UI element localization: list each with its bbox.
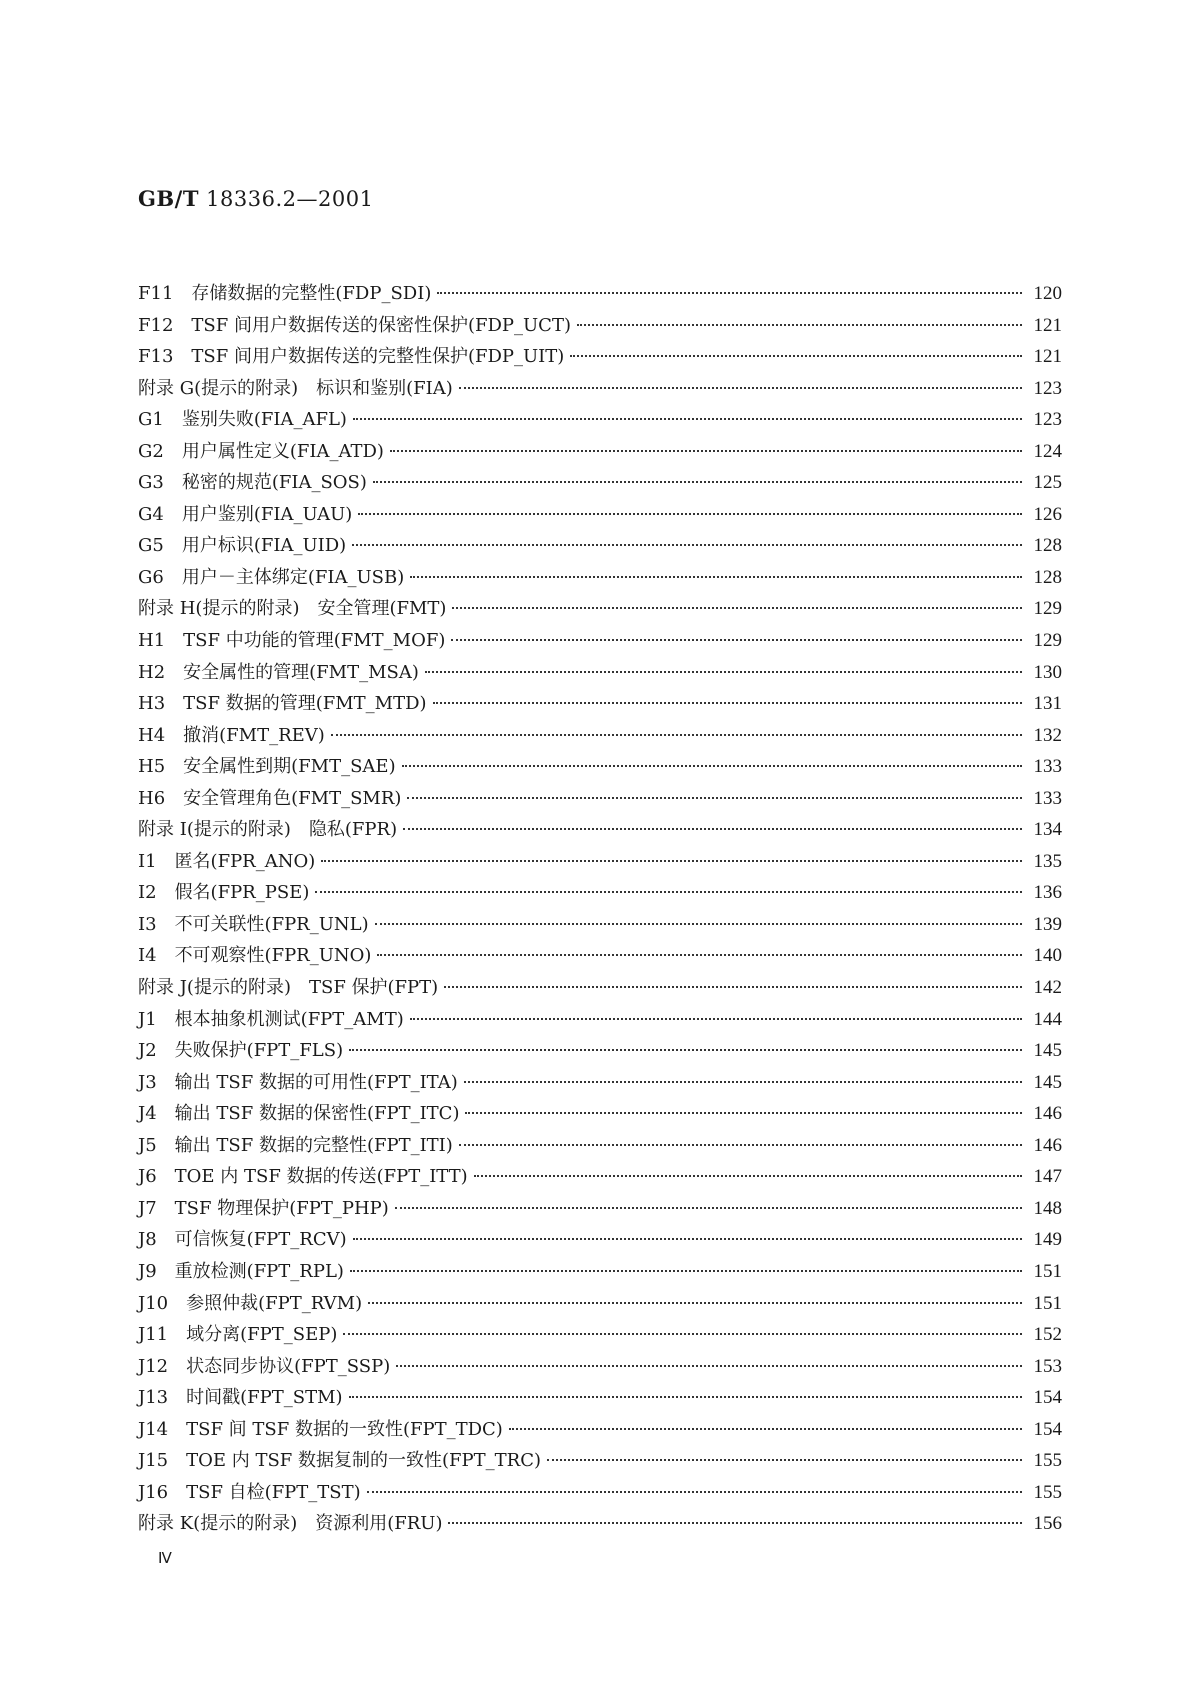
toc-entry-number: H1 bbox=[138, 630, 166, 652]
toc-entry-page: 131 bbox=[1033, 693, 1062, 715]
page-number-footer: Ⅳ bbox=[158, 1551, 172, 1567]
toc-entry[interactable] bbox=[138, 847, 1062, 879]
toc-entry-title: 不可关联性(FPR_UNL) bbox=[174, 913, 369, 935]
toc-entry-number: I2 bbox=[138, 882, 157, 904]
toc-entry-page: 133 bbox=[1033, 787, 1062, 809]
toc-entry[interactable] bbox=[138, 1257, 1062, 1289]
toc-entry-title: 输出 TSF 数据的完整性(FPT_ITI) bbox=[174, 1134, 453, 1156]
toc-dot-leader bbox=[465, 1112, 1022, 1114]
toc-dot-leader bbox=[425, 671, 1022, 673]
toc-entry-page: 123 bbox=[1033, 377, 1062, 399]
toc-dot-leader bbox=[353, 1238, 1022, 1240]
toc-dot-leader bbox=[448, 1522, 1022, 1524]
toc-dot-leader bbox=[509, 1428, 1022, 1430]
toc-entry-page: 128 bbox=[1033, 566, 1062, 588]
toc-entry-title: 输出 TSF 数据的保密性(FPT_ITC) bbox=[174, 1103, 460, 1125]
toc-dot-leader bbox=[407, 797, 1022, 799]
toc-dot-leader bbox=[358, 513, 1022, 515]
toc-entry-number: F13 bbox=[138, 346, 174, 368]
toc-entry-title: 存储数据的完整性(FDP_SDI) bbox=[191, 283, 432, 304]
toc-entry[interactable] bbox=[138, 815, 1062, 847]
toc-entry-title: 域分离(FPT_SEP) bbox=[186, 1324, 338, 1346]
toc-entry-page: 136 bbox=[1033, 882, 1062, 904]
toc-entry-title: 秘密的规范(FIA_SOS) bbox=[181, 472, 367, 494]
toc-entry-page: 151 bbox=[1033, 1292, 1062, 1314]
toc-entry-title: 鉴别失败(FIA_AFL) bbox=[181, 409, 347, 431]
toc-entry[interactable] bbox=[138, 689, 1062, 721]
toc-dot-leader bbox=[367, 1491, 1022, 1493]
toc-entry-number: F11 bbox=[138, 283, 174, 304]
toc-entry-number: G1 bbox=[138, 409, 164, 431]
toc-dot-leader bbox=[444, 986, 1022, 988]
toc-entry-page: 146 bbox=[1033, 1134, 1062, 1156]
toc-dot-leader bbox=[331, 734, 1022, 736]
toc-entry-number: 附录 G(提示的附录) bbox=[138, 377, 299, 399]
toc-entry-number: J4 bbox=[138, 1103, 157, 1125]
toc-entry[interactable] bbox=[138, 973, 1062, 1005]
toc-entry-number: H3 bbox=[138, 693, 166, 715]
toc-entry-title: 撤消(FMT_REV) bbox=[183, 724, 325, 746]
toc-entry-title: 假名(FPR_PSE) bbox=[174, 882, 310, 904]
toc-entry-number: J9 bbox=[138, 1260, 157, 1282]
toc-entry-page: 132 bbox=[1033, 724, 1062, 746]
toc-entry[interactable] bbox=[138, 437, 1062, 469]
toc-entry-page: 120 bbox=[1033, 283, 1062, 304]
toc-dot-leader bbox=[437, 292, 1022, 294]
toc-entry-number: H5 bbox=[138, 756, 166, 778]
toc-entry[interactable] bbox=[138, 1509, 1062, 1541]
toc-entry-number: J2 bbox=[138, 1040, 157, 1062]
toc-entry-number: H2 bbox=[138, 661, 166, 683]
toc-entry-number: I3 bbox=[138, 913, 157, 935]
toc-entry[interactable] bbox=[138, 658, 1062, 690]
toc-entry-title: 输出 TSF 数据的可用性(FPT_ITA) bbox=[174, 1071, 458, 1093]
toc-dot-leader bbox=[349, 1049, 1022, 1051]
toc-entry[interactable] bbox=[138, 1320, 1062, 1352]
toc-entry-page: 145 bbox=[1033, 1040, 1062, 1062]
toc-dot-leader bbox=[368, 1302, 1022, 1304]
toc-entry-page: 144 bbox=[1033, 1008, 1062, 1030]
document-header bbox=[138, 186, 373, 211]
toc-entry[interactable] bbox=[138, 374, 1062, 406]
toc-entry[interactable] bbox=[138, 721, 1062, 753]
toc-entry-number: J7 bbox=[138, 1197, 157, 1219]
toc-dot-leader bbox=[459, 387, 1022, 389]
toc-dot-leader bbox=[375, 923, 1022, 925]
toc-entry-number: G6 bbox=[138, 566, 164, 588]
toc-entry-page: 149 bbox=[1033, 1229, 1062, 1251]
toc-dot-leader bbox=[474, 1175, 1022, 1177]
toc-entry-title: 根本抽象机测试(FPT_AMT) bbox=[174, 1008, 404, 1030]
toc-entry-page: 134 bbox=[1033, 819, 1062, 841]
toc-entry-number: H6 bbox=[138, 787, 166, 809]
toc-entry-page: 135 bbox=[1033, 850, 1062, 872]
toc-entry[interactable] bbox=[138, 311, 1062, 343]
toc-entry-number: J1 bbox=[138, 1008, 157, 1030]
toc-dot-leader bbox=[373, 481, 1022, 483]
toc-dot-leader bbox=[577, 324, 1022, 326]
toc-dot-leader bbox=[452, 607, 1022, 609]
toc-entry-number: 附录 J(提示的附录) bbox=[138, 977, 291, 999]
toc-entry-title: 用户属性定义(FIA_ATD) bbox=[181, 440, 384, 462]
toc-entry-title: TSF 自检(FPT_TST) bbox=[186, 1481, 361, 1503]
toc-entry-page: 148 bbox=[1033, 1197, 1062, 1219]
toc-dot-leader bbox=[315, 891, 1022, 893]
toc-entry-page: 133 bbox=[1033, 756, 1062, 778]
toc-entry-number: F12 bbox=[138, 314, 174, 336]
toc-dot-leader bbox=[403, 828, 1022, 830]
toc-entry-page: 147 bbox=[1033, 1166, 1062, 1188]
toc-entry-title: 安全管理(FMT) bbox=[317, 598, 447, 620]
toc-entry-number: J11 bbox=[138, 1324, 169, 1346]
toc-entry[interactable] bbox=[138, 1005, 1062, 1037]
toc-entry-page: 126 bbox=[1033, 503, 1062, 525]
toc-entry-title: 参照仲裁(FPT_RVM) bbox=[186, 1292, 363, 1314]
toc-entry-page: 154 bbox=[1033, 1418, 1062, 1440]
toc-entry[interactable] bbox=[138, 563, 1062, 595]
toc-entry-page: 152 bbox=[1033, 1324, 1062, 1346]
toc-entry-number: G3 bbox=[138, 472, 164, 494]
toc-entry-title: 用户标识(FIA_UID) bbox=[181, 535, 347, 557]
toc-entry-title: 用户－主体绑定(FIA_USB) bbox=[181, 566, 405, 588]
toc-entry-page: 121 bbox=[1033, 346, 1062, 368]
toc-entry-page: 129 bbox=[1033, 630, 1062, 652]
toc-entry-number: J6 bbox=[138, 1166, 157, 1188]
toc-dot-leader bbox=[459, 1144, 1022, 1146]
toc-entry[interactable] bbox=[138, 1478, 1062, 1510]
toc-entry-number: G4 bbox=[138, 503, 164, 525]
toc-entry-title: TSF 间用户数据传送的完整性保护(FDP_UIT) bbox=[191, 346, 565, 368]
toc-entry[interactable] bbox=[138, 1352, 1062, 1384]
toc-dot-leader bbox=[377, 954, 1022, 956]
toc-entry-page: 156 bbox=[1033, 1513, 1062, 1535]
table-of-contents bbox=[138, 279, 1062, 1541]
toc-entry[interactable] bbox=[138, 1415, 1062, 1447]
toc-entry-number: H4 bbox=[138, 724, 166, 746]
toc-entry-page: 151 bbox=[1033, 1260, 1062, 1282]
toc-entry[interactable] bbox=[138, 1068, 1062, 1100]
toc-entry-number: I1 bbox=[138, 850, 157, 872]
standard-prefix: GB/T bbox=[138, 186, 199, 211]
toc-entry-page: 123 bbox=[1033, 409, 1062, 431]
toc-entry-title: TSF 间 TSF 数据的一致性(FPT_TDC) bbox=[186, 1418, 503, 1440]
toc-entry-number: J8 bbox=[138, 1229, 157, 1251]
toc-dot-leader bbox=[353, 418, 1022, 420]
toc-entry-title: TOE 内 TSF 数据的传送(FPT_ITT) bbox=[174, 1166, 468, 1188]
toc-entry[interactable] bbox=[138, 279, 1062, 311]
toc-entry-title: 状态同步协议(FPT_SSP) bbox=[186, 1355, 391, 1377]
toc-entry-title: 时间戳(FPT_STM) bbox=[186, 1387, 343, 1409]
toc-entry[interactable] bbox=[138, 531, 1062, 563]
toc-entry[interactable] bbox=[138, 752, 1062, 784]
toc-entry-title: TSF 间用户数据传送的保密性保护(FDP_UCT) bbox=[191, 314, 571, 336]
toc-entry-number: J16 bbox=[138, 1481, 169, 1503]
toc-entry-title: 匿名(FPR_ANO) bbox=[174, 850, 316, 872]
toc-entry-title: 用户鉴别(FIA_UAU) bbox=[181, 503, 353, 525]
toc-entry-title: TSF 保护(FPT) bbox=[308, 977, 439, 999]
toc-entry-page: 142 bbox=[1033, 977, 1062, 999]
toc-dot-leader bbox=[464, 1081, 1022, 1083]
toc-entry[interactable] bbox=[138, 910, 1062, 942]
toc-entry-number: J10 bbox=[138, 1292, 169, 1314]
toc-entry[interactable] bbox=[138, 468, 1062, 500]
toc-entry[interactable] bbox=[138, 1131, 1062, 1163]
toc-dot-leader bbox=[395, 1207, 1022, 1209]
toc-entry-title: 不可观察性(FPR_UNO) bbox=[174, 945, 372, 967]
toc-entry[interactable] bbox=[138, 1225, 1062, 1257]
toc-entry[interactable] bbox=[138, 1099, 1062, 1131]
toc-entry-title: 重放检测(FPT_RPL) bbox=[174, 1260, 344, 1282]
toc-entry-title: TSF 中功能的管理(FMT_MOF) bbox=[183, 630, 446, 652]
toc-entry[interactable] bbox=[138, 594, 1062, 626]
toc-entry-number: J12 bbox=[138, 1355, 169, 1377]
toc-entry-title: TSF 物理保护(FPT_PHP) bbox=[174, 1197, 389, 1219]
toc-entry-number: I4 bbox=[138, 945, 157, 967]
toc-entry[interactable] bbox=[138, 626, 1062, 658]
toc-entry-number: J15 bbox=[138, 1450, 169, 1472]
toc-entry-page: 121 bbox=[1033, 314, 1062, 336]
toc-dot-leader bbox=[402, 765, 1022, 767]
toc-entry-page: 146 bbox=[1033, 1103, 1062, 1125]
toc-dot-leader bbox=[410, 1018, 1022, 1020]
toc-entry-number: 附录 I(提示的附录) bbox=[138, 819, 291, 841]
toc-entry-number: J5 bbox=[138, 1134, 157, 1156]
toc-entry[interactable] bbox=[138, 342, 1062, 374]
toc-dot-leader bbox=[352, 544, 1022, 546]
toc-entry-page: 129 bbox=[1033, 598, 1062, 620]
toc-entry-title: 隐私(FPR) bbox=[308, 819, 398, 841]
toc-entry-number: G5 bbox=[138, 535, 164, 557]
toc-entry-title: 失败保护(FPT_FLS) bbox=[174, 1040, 344, 1062]
toc-dot-leader bbox=[410, 576, 1022, 578]
toc-entry-page: 125 bbox=[1033, 472, 1062, 494]
toc-entry-page: 130 bbox=[1033, 661, 1062, 683]
toc-entry-page: 128 bbox=[1033, 535, 1062, 557]
toc-dot-leader bbox=[570, 355, 1022, 357]
toc-entry-title: 资源利用(FRU) bbox=[315, 1513, 443, 1535]
toc-dot-leader bbox=[349, 1396, 1022, 1398]
toc-entry-page: 139 bbox=[1033, 913, 1062, 935]
toc-dot-leader bbox=[343, 1333, 1022, 1335]
toc-entry-page: 155 bbox=[1033, 1481, 1062, 1503]
toc-entry[interactable] bbox=[138, 1036, 1062, 1068]
toc-entry-number: J13 bbox=[138, 1387, 169, 1409]
toc-entry-title: 安全管理角色(FMT_SMR) bbox=[183, 787, 402, 809]
toc-entry-title: 安全属性的管理(FMT_MSA) bbox=[183, 661, 419, 683]
toc-entry-number: G2 bbox=[138, 440, 164, 462]
toc-dot-leader bbox=[350, 1270, 1022, 1272]
toc-entry[interactable] bbox=[138, 941, 1062, 973]
toc-entry[interactable] bbox=[138, 1162, 1062, 1194]
toc-entry[interactable] bbox=[138, 500, 1062, 532]
toc-entry[interactable] bbox=[138, 405, 1062, 437]
toc-entry[interactable] bbox=[138, 1194, 1062, 1226]
toc-entry[interactable] bbox=[138, 1446, 1062, 1478]
standard-code: 18336.2—2001 bbox=[206, 187, 374, 211]
toc-dot-leader bbox=[547, 1459, 1022, 1461]
toc-entry-page: 124 bbox=[1033, 440, 1062, 462]
toc-entry-page: 153 bbox=[1033, 1355, 1062, 1377]
toc-entry-number: J14 bbox=[138, 1418, 169, 1440]
toc-dot-leader bbox=[451, 639, 1022, 641]
toc-dot-leader bbox=[433, 702, 1022, 704]
toc-entry-page: 154 bbox=[1033, 1387, 1062, 1409]
toc-entry-title: TSF 数据的管理(FMT_MTD) bbox=[183, 693, 427, 715]
toc-dot-leader bbox=[396, 1365, 1022, 1367]
toc-dot-leader bbox=[390, 450, 1022, 452]
toc-entry-number: 附录 K(提示的附录) bbox=[138, 1513, 298, 1535]
toc-entry-number: J3 bbox=[138, 1071, 157, 1093]
toc-entry-page: 140 bbox=[1033, 945, 1062, 967]
toc-entry-page: 155 bbox=[1033, 1450, 1062, 1472]
toc-entry[interactable] bbox=[138, 784, 1062, 816]
toc-entry[interactable] bbox=[138, 1289, 1062, 1321]
toc-entry[interactable] bbox=[138, 1383, 1062, 1415]
toc-entry-title: 可信恢复(FPT_RCV) bbox=[174, 1229, 347, 1251]
toc-entry-title: 安全属性到期(FMT_SAE) bbox=[183, 756, 396, 778]
toc-entry-page: 145 bbox=[1033, 1071, 1062, 1093]
toc-entry-title: 标识和鉴别(FIA) bbox=[316, 377, 453, 399]
toc-entry[interactable] bbox=[138, 878, 1062, 910]
toc-entry-number: 附录 H(提示的附录) bbox=[138, 598, 300, 620]
toc-dot-leader bbox=[321, 860, 1022, 862]
toc-entry-title: TOE 内 TSF 数据复制的一致性(FPT_TRC) bbox=[186, 1450, 541, 1472]
